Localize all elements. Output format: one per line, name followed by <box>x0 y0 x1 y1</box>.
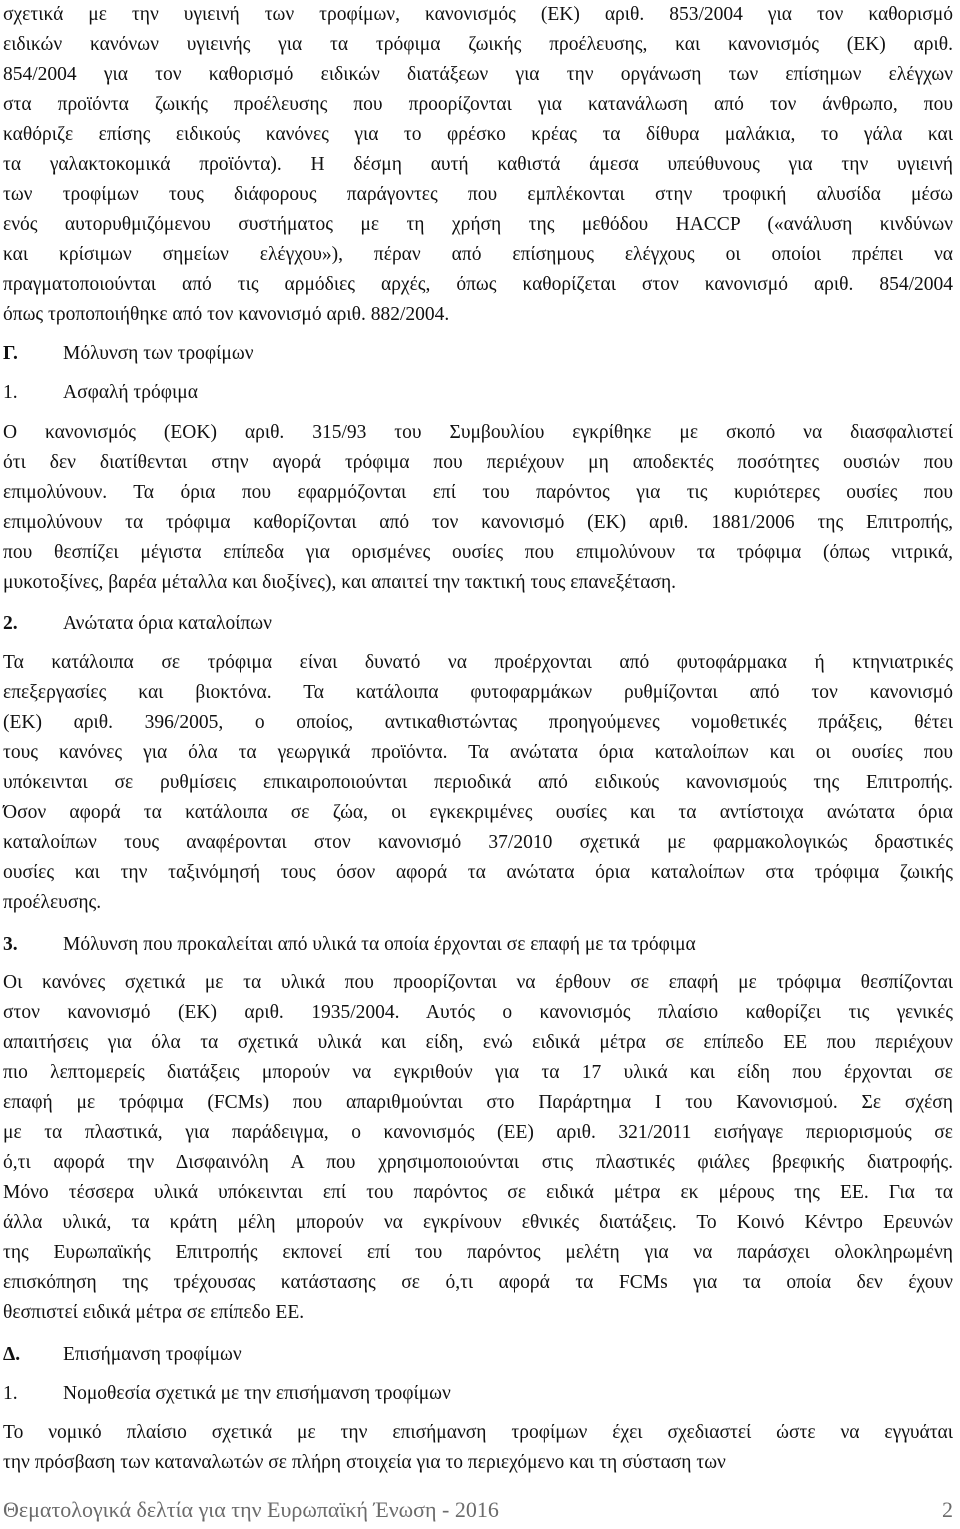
footer-title: Θεματολογικά δελτία για την Ευρωπαϊκή Ένωση - 2016 <box>3 1497 499 1522</box>
text-line: 854/2004 για τον καθορισμό ειδικών διατάξεων για την οργάνωση των επίσημων ελέγχων <box>3 64 953 85</box>
text-line: Το νομικό πλαίσιο σχετικά με την επισήμανση τροφίμων έχει σχεδιαστεί ώστε να εγγυάται <box>3 1422 953 1443</box>
text-line: Οι κανόνες σχετικά με τα υλικά που προορίζονται να έρθουν σε επαφή με τρόφιμα θεσπίζονται <box>3 972 953 993</box>
text-line: Ο κανονισμός (ΕΟΚ) αριθ. 315/93 του Συμβουλίου εγκρίθηκε με σκοπό να διασφαλιστεί <box>3 422 953 443</box>
text-line: καταλοίπων τους αναφέρονται στον κανονισμό 37/2010 σχετικά με φαρμακολογικώς δραστικές <box>3 832 953 853</box>
subheading-residue-limits <box>3 609 272 639</box>
text-line: (ΕΚ) αριθ. 396/2005, ο οποίος, αντικαθιστώντας προηγούμενες νομοθετικές πράξεις, θέτει <box>3 712 953 733</box>
page-footer <box>3 1494 953 1526</box>
text-line: των τροφίμων τους διάφορους παράγοντες που εμπλέκονται στην τροφική αλυσίδα μέσω <box>3 184 953 205</box>
text-line: επισκόπηση της τρέχουσας κατάστασης σε ό,τι αφορά τα FCMs για τα οποία δεν έχουν <box>3 1272 953 1293</box>
text-line: ότι δεν διατίθενται στην αγορά τρόφιμα που περιέχουν μη αποδεκτές ποσότητες ουσιών που <box>3 452 953 473</box>
subheading-number: 2. <box>3 613 18 634</box>
subheading-number: 1. <box>3 382 18 403</box>
text-line: και κρίσιμων σημείων ελέγχου»), πέραν από επίσημους ελέγχους οι οποίοι πρέπει να <box>3 244 953 265</box>
text-line: με τα πλαστικά, για παράδειγμα, ο κανονισμός (ΕΕ) αριθ. 321/2011 εισήγαγε περιορισμούς σε <box>3 1122 953 1143</box>
text-line: όπως τροποποιήθηκε από τον κανονισμό αριθ. 882/2004. <box>3 304 450 325</box>
text-line: μυκοτοξίνες, βαρέα μέταλλα και διοξίνες), και απαιτεί την τακτική τους επανεξέταση. <box>3 572 677 593</box>
text-line: Τα κατάλοιπα σε τρόφιμα είναι δυνατό να προέρχονται από φυτοφάρμακα ή κτηνιατρικές <box>3 652 953 673</box>
paragraph-contaminants <box>3 418 953 598</box>
text-line: ουσίες και την ταξινόμησή τους όσον αφορά τα ανώτατα όρια καταλοίπων στα τρόφιμα ζωικής <box>3 862 953 883</box>
text-line: επεξεργασίες και βιοκτόνα. Τα κατάλοιπα φυτοφαρμάκων ρυθμίζονται από τον κανονισμό <box>3 682 953 703</box>
text-line: στα προϊόντα ζωικής προέλευσης που προορίζονται για κατανάλωση από τον άνθρωπο, που <box>3 94 953 115</box>
text-line: Όσον αφορά τα κατάλοιπα σε ζώα, οι εγκεκριμένες ουσίες και τα αντίστοιχα ανώτατα όρια <box>3 802 953 823</box>
section-title: Μόλυνση των τροφίμων <box>63 343 254 364</box>
section-number: Γ. <box>3 343 18 364</box>
section-title: Επισήμανση τροφίμων <box>63 1344 242 1365</box>
section-heading-food-contamination <box>3 339 254 369</box>
text-line: σχετικά με την υγιεινή των τροφίμων, κανονισμός (ΕΚ) αριθ. 853/2004 για τον καθορισμό <box>3 4 953 25</box>
text-line: επιμολύνουν τα τρόφιμα καθορίζονται από τον κανονισμό (ΕΚ) αριθ. 1881/2006 της Επιτροπής, <box>3 512 953 533</box>
text-line: Μόνο τέσσερα υλικά υπόκεινται επί του παρόντος σε ειδικά μέτρα εκ μέρους της ΕΕ. Για τα <box>3 1182 953 1203</box>
text-line: που θεσπίζει μέγιστα επίπεδα για ορισμένες ουσίες που επιμολύνουν τα τρόφιμα (όπως νιτρικά, <box>3 542 953 563</box>
text-line: απαιτήσεις για όλα τα σχετικά υλικά και είδη, ενώ ειδικά μέτρα σε επίπεδο ΕΕ που περιέχουν <box>3 1032 953 1053</box>
text-line: ειδικών κανόνων υγιεινής για τα τρόφιμα ζωικής προέλευσης, και κανονισμός (ΕΚ) αριθ. <box>3 34 953 55</box>
text-line: την πρόσβαση των καταναλωτών σε πλήρη στοιχεία για το περιεχόμενο και τη σύσταση των <box>3 1452 726 1473</box>
subheading-title: Μόλυνση που προκαλείται από υλικά τα οποία έρχονται σε επαφή με τα τρόφιμα <box>63 934 696 955</box>
text-line: προέλευσης. <box>3 892 102 913</box>
subheading-labelling-legislation <box>3 1379 451 1409</box>
text-line: ό,τι αφορά την Δισφαινόλη Α που χρησιμοποιούνται στις πλαστικές φιάλες βρεφικής διατροφής. <box>3 1152 953 1173</box>
subheading-food-contact-materials <box>3 930 696 960</box>
paragraph-labelling <box>3 1418 953 1478</box>
subheading-title: Νομοθεσία σχετικά με την επισήμανση τροφίμων <box>63 1383 451 1404</box>
text-line: τα γαλακτοκομικά προϊόντα). Η δέσμη αυτή καθιστά άμεσα υπεύθυνους για την υγιεινή <box>3 154 953 175</box>
subheading-title: Ανώτατα όρια καταλοίπων <box>63 613 272 634</box>
section-number: Δ. <box>3 1344 21 1365</box>
text-line: τους κανόνες για όλα τα γεωργικά προϊόντα. Τα ανώτατα όρια καταλοίπων και οι ουσίες που <box>3 742 953 763</box>
paragraph-food-contact-materials <box>3 968 953 1328</box>
text-line: πιο λεπτομερείς διατάξεις μπορούν να εγκριθούν για τα 17 υλικά και είδη που έρχονται σε <box>3 1062 953 1083</box>
subheading-number: 3. <box>3 934 18 955</box>
document-page <box>3 0 953 1529</box>
text-line: ενός αυτορυθμιζόμενου συστήματος με τη χρήση της μεθόδου HACCP («ανάλυση κινδύνων <box>3 214 953 235</box>
text-line: επιμολύνουν. Τα όρια που εφαρμόζονται επί του παρόντος για τις κυριότερες ουσίες που <box>3 482 953 503</box>
text-line: στον κανονισμό (ΕΚ) αριθ. 1935/2004. Αυτός ο κανονισμός πλαίσιο καθορίζει τις γενικές <box>3 1002 953 1023</box>
subheading-title: Ασφαλή τρόφιμα <box>63 382 198 403</box>
text-line: υπόκεινται σε ρυθμίσεις επικαιροποιούνται περιοδικά από ειδικούς κανονισμούς της Επιτροπής. <box>3 772 953 793</box>
text-line: της Ευρωπαϊκής Επιτροπής εκπονεί επί του παρόντος μελέτη για να παράσχει ολοκληρωμένη <box>3 1242 953 1263</box>
text-line: καθόριζε επίσης ειδικούς κανόνες για το φρέσκο κρέας τα δίθυρα μαλάκια, το γάλα και <box>3 124 953 145</box>
text-line: επαφή με τρόφιμα (FCMs) που απαριθμούνται στο Παράρτημα Ι του Κανονισμού. Σε σχέση <box>3 1092 953 1113</box>
section-heading-food-labelling <box>3 1340 242 1370</box>
paragraph-residues <box>3 648 953 918</box>
text-line: θεσπιστεί ειδικά μέτρα σε επίπεδο ΕΕ. <box>3 1302 305 1323</box>
subheading-safe-food <box>3 378 198 408</box>
subheading-number: 1. <box>3 1383 18 1404</box>
page-number: 2 <box>942 1497 953 1522</box>
text-line: πραγματοποιούνται από τις αρμόδιες αρχές, όπως καθορίζεται στον κανονισμό αριθ. 854/2004 <box>3 274 953 295</box>
text-line: άλλα υλικά, τα κράτη μέλη μπορούν να εγκρίνουν εθνικές διατάξεις. Το Κοινό Κέντρο Ερευνών <box>3 1212 953 1233</box>
paragraph-hygiene-package <box>3 0 953 330</box>
